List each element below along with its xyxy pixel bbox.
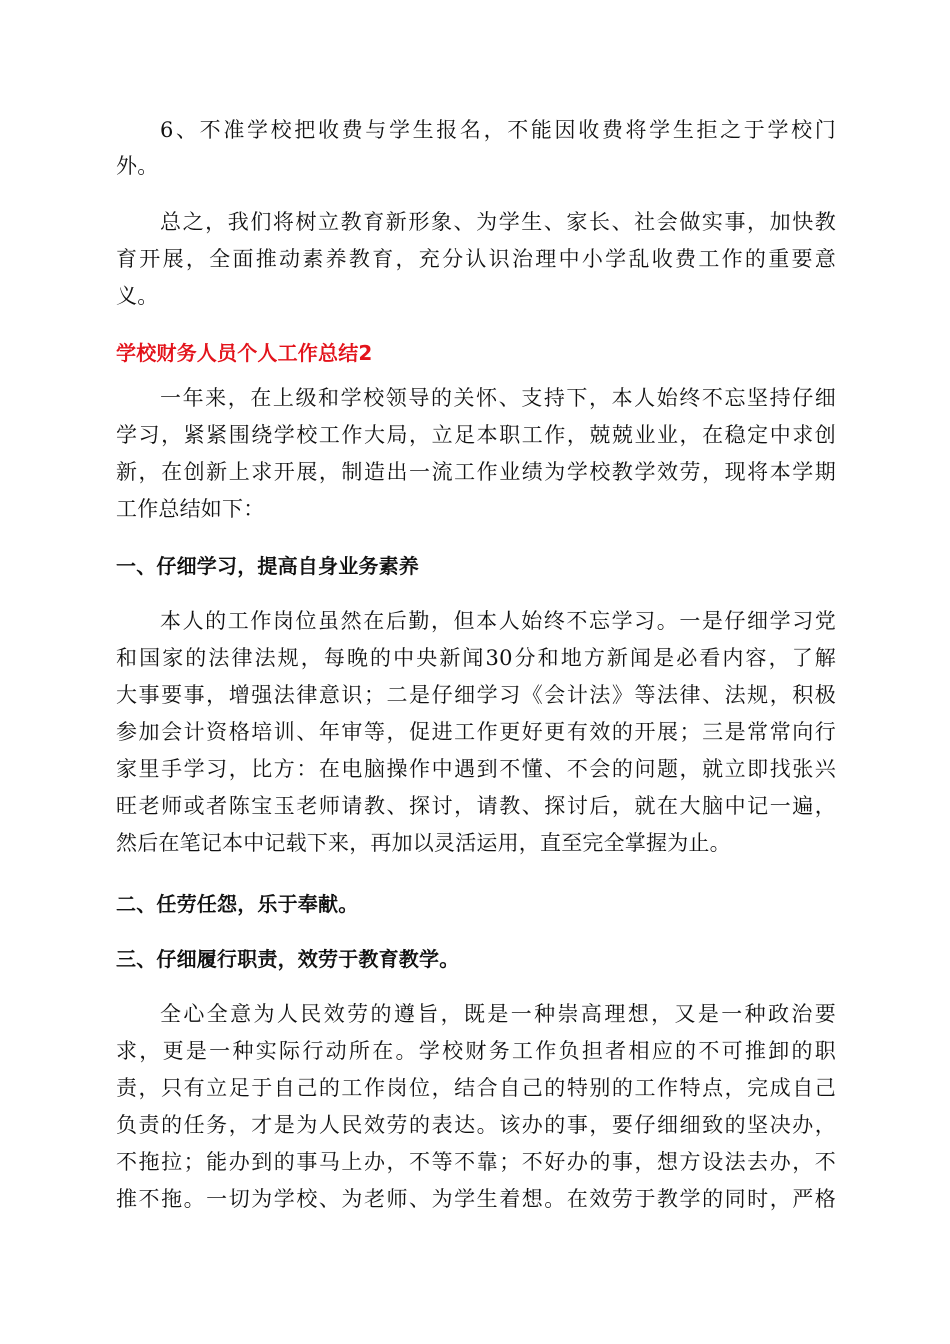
- paragraph-line: 和国家的法律法规，每晚的中央新闻30分和地方新闻是必看内容，了解: [116, 646, 836, 670]
- paragraph-line: 推不拖。一切为学校、为老师、为学生着想。在效劳于教学的同时，严格: [116, 1187, 836, 1211]
- paragraph-line: 新，在创新上求开展，制造出一流工作业绩为学校教学效劳，现将本学期: [116, 460, 836, 484]
- paragraph-line: 学习，紧紧围绕学校工作大局，立足本职工作，兢兢业业，在稳定中求创: [116, 423, 836, 447]
- paragraph-line: 不拖拉；能办到的事马上办，不等不靠；不好办的事，想方设法去办，不: [116, 1150, 836, 1174]
- section-heading: 一、仔细学习，提高自身业务素养: [116, 554, 419, 578]
- paragraph-line: 育开展，全面推动素养教育，充分认识治理中小学乱收费工作的重要意: [116, 247, 836, 271]
- paragraph-line: 一年来，在上级和学校领导的关怀、支持下，本人始终不忘坚持仔细: [160, 386, 836, 410]
- paragraph-line: 总之，我们将树立教育新形象、为学生、家长、社会做实事，加快教: [160, 210, 836, 234]
- paragraph-line: 外。: [116, 154, 159, 178]
- section-heading: 二、任劳任怨，乐于奉献。: [116, 892, 359, 916]
- paragraph-line: 义。: [116, 284, 159, 308]
- paragraph-line: 6、不准学校把收费与学生报名，不能因收费将学生拒之于学校门: [160, 118, 836, 142]
- paragraph-line: 责，只有立足于自己的工作岗位，结合自己的特别的工作特点，完成自己: [116, 1076, 836, 1100]
- paragraph-line: 全心全意为人民效劳的遵旨，既是一种崇高理想，又是一种政治要: [160, 1002, 836, 1026]
- paragraph-line: 旺老师或者陈宝玉老师请教、探讨，请教、探讨后，就在大脑中记一遍，: [116, 794, 836, 818]
- paragraph-line: 负责的任务，才是为人民效劳的表达。该办的事，要仔细细致的坚决办，: [116, 1113, 836, 1137]
- paragraph-line: 工作总结如下：: [116, 497, 265, 521]
- paragraph-line: 大事要事，增强法律意识；二是仔细学习《会计法》等法律、法规，积极: [116, 683, 836, 707]
- paragraph-line: 参加会计资格培训、年审等，促进工作更好更有效的开展；三是常常向行: [116, 720, 836, 744]
- paragraph-line: 本人的工作岗位虽然在后勤，但本人始终不忘学习。一是仔细学习党: [160, 609, 836, 633]
- section-heading: 三、仔细履行职责，效劳于教育教学。: [116, 947, 460, 971]
- paragraph-line: 然后在笔记本中记载下来，再加以灵活运用，直至完全掌握为止。: [116, 831, 731, 855]
- paragraph-line: 求，更是一种实际行动所在。学校财务工作负担者相应的不可推卸的职: [116, 1039, 836, 1063]
- paragraph-line: 家里手学习，比方：在电脑操作中遇到不懂、不会的问题，就立即找张兴: [116, 757, 836, 781]
- section-title: 学校财务人员个人工作总结2: [116, 341, 373, 365]
